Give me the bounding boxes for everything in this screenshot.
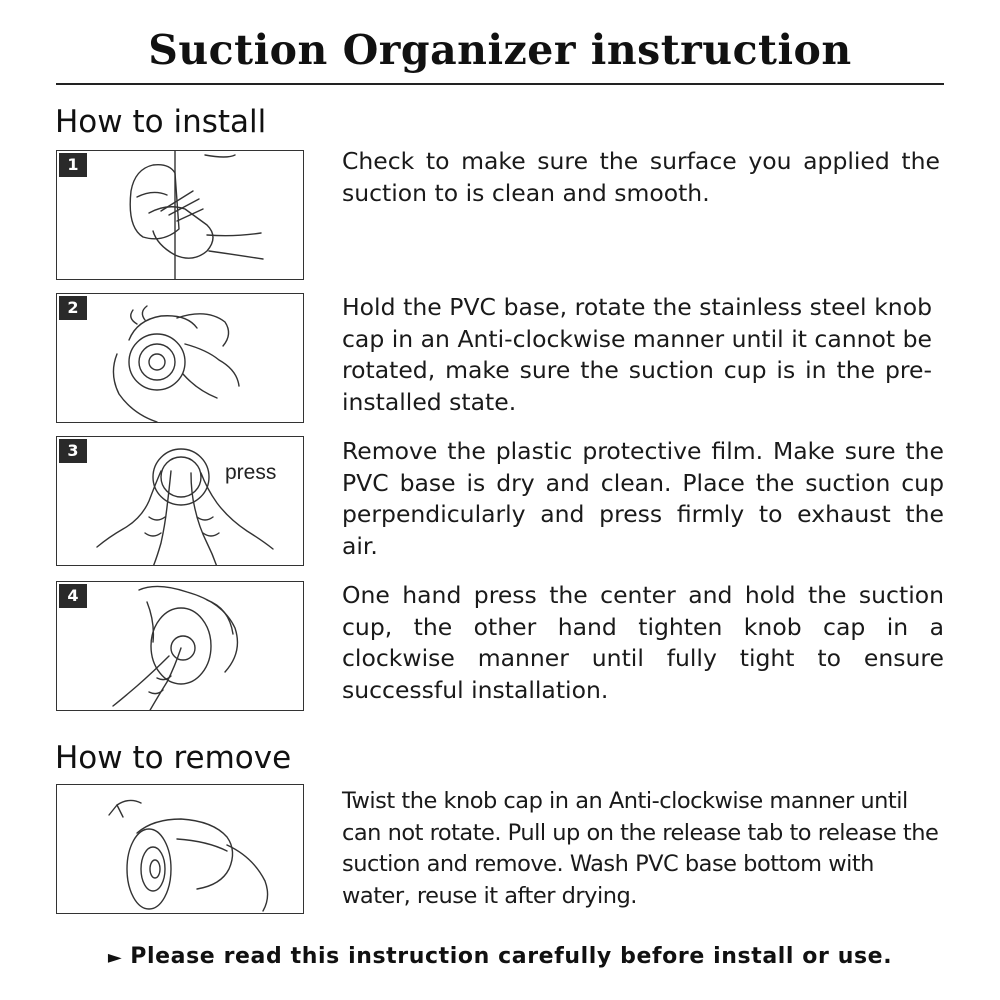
step-3-text: Remove the plastic protective film. Make sure the PVC base is dry and clean. Place the suction cup perpendicularly and press firmly to exhaust the air. [342,437,944,560]
step-4-illustration [56,581,304,711]
remove-text: Twist the knob cap in an Anti-clockwise manner until can not rotate. Pull up on the release tab to release the suction and remove. Wash PVC base bottom with water, reuse it after drying. [342,788,939,909]
step-2-text: Hold the PVC base, rotate the stainless steel knob cap in an Anti-clockwise manner until it cannot be rotated, make sure the suction cup is in the pre-installed state. [342,293,932,416]
step-3-badge: 3 [59,439,87,463]
install-heading: How to install [55,104,267,140]
footer-note [0,944,1000,969]
page-title: Suction Organizer instruction [148,26,852,74]
step-2-illustration [56,293,304,423]
remove-illustration [56,784,304,914]
step-4-text: One hand press the center and hold the suction cup, the other hand tighten knob cap in a clockwise manner until fully tight to ensure successful installation. [342,581,944,704]
step-3-illustration [56,436,304,566]
right-triangle-icon: ► [107,947,123,968]
tighten-knob-drawing [57,582,304,711]
rotate-knob-drawing [57,294,304,423]
press-cup-drawing [57,437,304,566]
step-4-badge: 4 [59,584,87,608]
step-1-text: Check to make sure the surface you applied the suction to is clean and smooth. [342,147,940,207]
step-2-badge: 2 [59,296,87,320]
footer-text: Please read this instruction carefully before install or use. [130,944,893,969]
press-label: press [225,461,277,484]
step-1-badge: 1 [59,153,87,177]
remove-heading: How to remove [55,740,292,776]
step-1-illustration [56,150,304,280]
title-divider [56,83,944,85]
remove-cup-drawing [57,785,304,914]
wipe-surface-drawing [57,151,304,280]
